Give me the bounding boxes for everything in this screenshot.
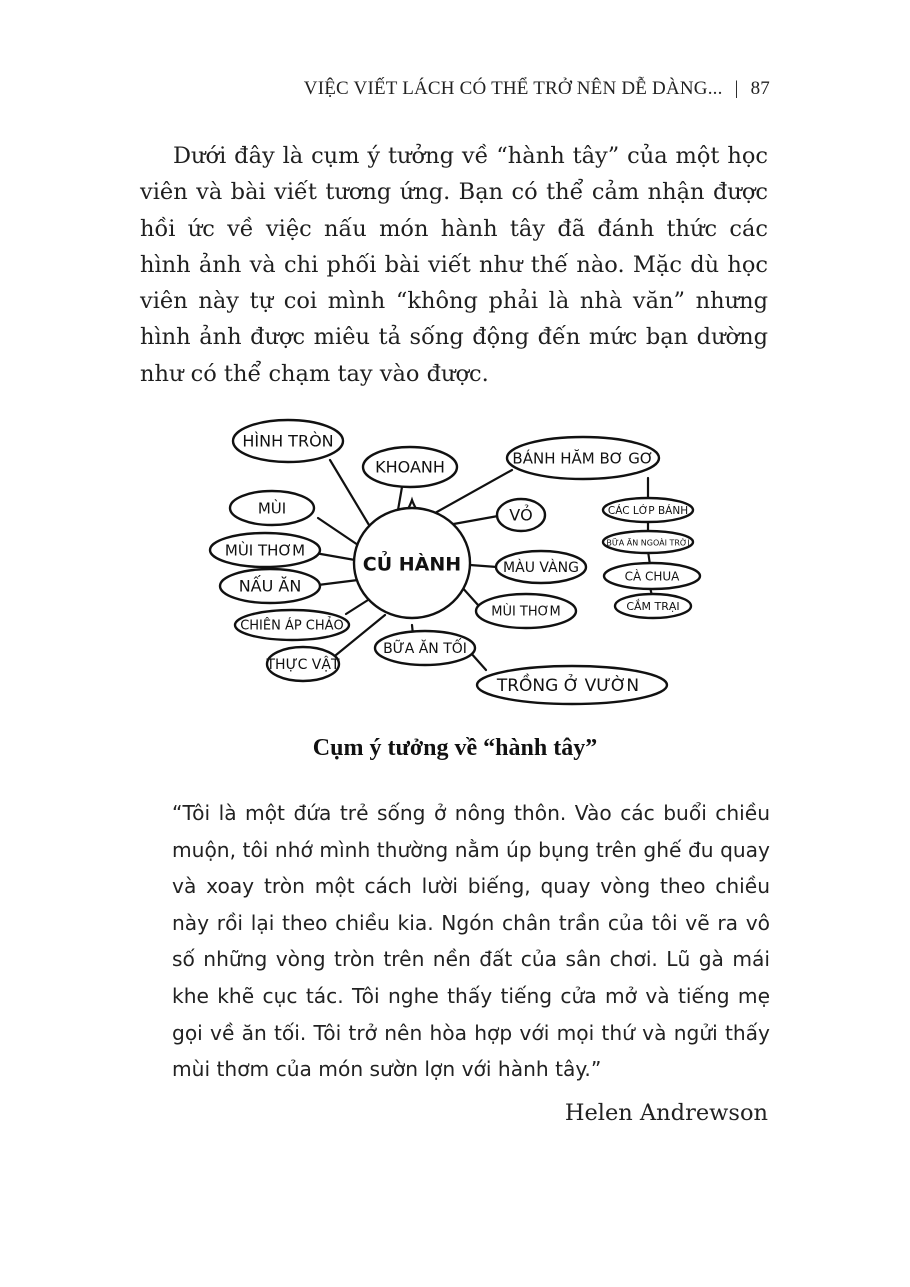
connector-line [448,516,498,525]
node-trong-o-vuon: TRỒNG Ở VƯỜN [496,676,640,696]
node-cam-trai: CẮM TRẠI [626,600,680,613]
node-bua-an-toi: BỮA ĂN TỐI [383,641,467,657]
node-khoanh: KHOANH [375,457,445,477]
student-quote: “Tôi là một đứa trẻ sống ở nông thôn. Vào các buổi chiều muộn, tôi nhớ mình thường nằm úp bụng trên ghế đu quay và xoay tròn một cách lười biếng, quay vòng theo chiều này rồi lại theo chiều kia. Ngón chân trần của tôi vẽ ra vô số những vòng tròn trên nền đất của sân chơi. Lũ gà mái khe khẽ cục tác. Tôi nghe thấy tiếng cửa mở và tiếng mẹ gọi về ăn tối. Tôi trở nên hòa hợp với mọi thứ và ngửi thấy mùi thơm của món sườn lợn với hành tây.” [172,801,770,1082]
page-number: 87 [750,78,770,99]
quote-author: Helen Andrewson [564,1100,768,1126]
node-vo: VỎ [509,505,533,525]
node-hinh-tron: HÌNH TRÒN [242,431,334,451]
connector-line [315,553,355,560]
running-title: VIỆC VIẾT LÁCH CÓ THỂ TRỞ NÊN DỄ DÀNG... [303,78,723,99]
node-ca-chua: CÀ CHUA [624,569,680,584]
node-banh-ham-bo-go: BÁNH HĂM BƠ GƠ [512,449,654,468]
node-cac-lop-banh: CÁC LỚP BÁNH [607,505,689,517]
node-mui: MÙI [257,499,287,518]
connector-line [346,600,368,614]
connector-line [398,487,402,510]
connector-line [318,518,358,545]
node-chien-ap-chao: CHIÊN ÁP CHẢO [240,618,344,634]
mindmap-center-label: CỦ HÀNH [362,553,462,576]
header-separator: | [734,78,739,99]
node-bua-an-ngoai-troi: BỮA ĂN NGOÀI TRỜI [606,538,690,548]
intro-paragraph: Dưới đây là cụm ý tưởng về “hành tây” của một học viên và bài viết tương ứng. Bạn có thể cảm nhận được hồi ức về việc nấu món hành tây đã đánh thức các hình ảnh và chi phối bài viết như thế nào. Mặc dù học viên này tự coi mình “không phải là nhà văn” nhưng hình ảnh được miêu tả sống động đến mức bạn dường như có thể chạm tay vào được. [140,143,768,387]
node-nau-an: NẤU ĂN [238,576,302,596]
node-mau-vang: MÀU VÀNG [503,560,579,576]
node-mui-thom-left: MÙI THƠM [224,541,306,560]
node-mui-thom-right: MÙI THƠM [491,604,561,620]
connector-line [470,565,497,567]
figure-caption: Cụm ý tưởng về “hành tây” [312,735,598,761]
node-thuc-vat: THỰC VẬT [266,657,340,673]
connector-line [318,580,358,585]
